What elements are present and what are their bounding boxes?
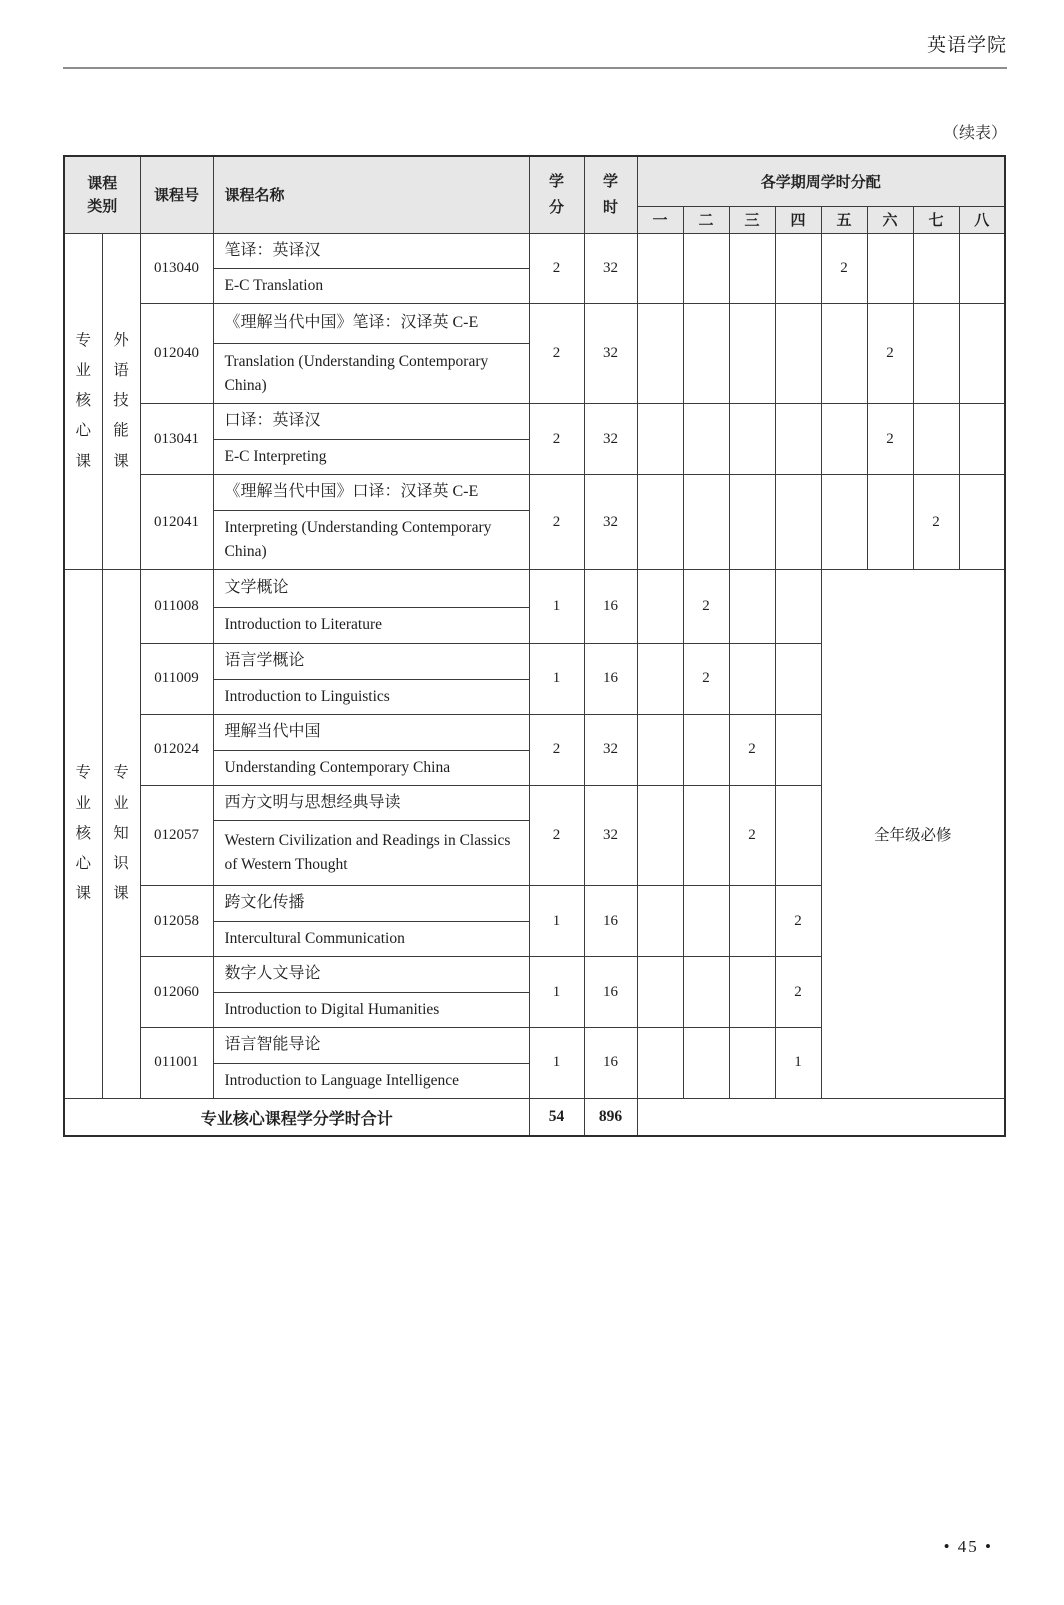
semester-cell: 2: [867, 304, 913, 404]
semester-cell: 2: [867, 404, 913, 475]
semester-cell: [867, 475, 913, 570]
course-name-zh-cell: 语言智能导论: [213, 1028, 529, 1064]
semester-cell: [775, 714, 821, 785]
credits-cell: 2: [529, 475, 584, 570]
semester-cell: [775, 304, 821, 404]
semester-cell: [775, 569, 821, 643]
course-name-en-cell: Interpreting (Understanding Contemporary China): [213, 510, 529, 569]
hours-cell: 32: [584, 785, 637, 886]
header-semester-8: 八: [959, 206, 1005, 233]
course-row: [64, 404, 1005, 440]
total-hours-cell: 896: [584, 1098, 637, 1136]
course-name-en-cell: Introduction to Linguistics: [213, 679, 529, 714]
semester-cell: [729, 475, 775, 570]
course-no-cell: 011009: [140, 643, 213, 714]
semester-cell: [637, 304, 683, 404]
semester-cell: 2: [775, 886, 821, 957]
header-semester-7: 七: [913, 206, 959, 233]
hours-cell: 32: [584, 233, 637, 304]
course-name-en-cell: Introduction to Literature: [213, 607, 529, 643]
semester-cell: [683, 957, 729, 1028]
course-no-cell: 013041: [140, 404, 213, 475]
semester-cell: [913, 304, 959, 404]
semester-cell: [683, 304, 729, 404]
hours-cell: 16: [584, 957, 637, 1028]
header-semester-5: 五: [821, 206, 867, 233]
hours-cell: 16: [584, 1028, 637, 1099]
hours-cell: 32: [584, 475, 637, 570]
category-outer-cell: 专业核心课: [64, 233, 102, 569]
continuation-note: （续表）: [942, 125, 1007, 142]
curriculum-table: [63, 155, 1006, 1137]
header-semester-1: 一: [637, 206, 683, 233]
semester-cell: [683, 404, 729, 475]
course-no-cell: 011008: [140, 569, 213, 643]
course-name-zh-cell: 《理解当代中国》笔译：汉译英 C-E: [213, 304, 529, 344]
course-name-zh-cell: 西方文明与思想经典导读: [213, 785, 529, 821]
header-semester-4: 四: [775, 206, 821, 233]
semester-cell: [637, 1028, 683, 1099]
semester-cell: 2: [729, 785, 775, 886]
semester-cell: [821, 304, 867, 404]
course-name-en-cell: E-C Translation: [213, 269, 529, 304]
semester-cell: [913, 404, 959, 475]
semester-cell: [729, 957, 775, 1028]
semester-cell: [775, 233, 821, 304]
semester-cell: 2: [913, 475, 959, 570]
hours-cell: 16: [584, 643, 637, 714]
semester-cell: [729, 886, 775, 957]
course-no-cell: 012058: [140, 886, 213, 957]
credits-cell: 2: [529, 304, 584, 404]
course-name-zh-cell: 理解当代中国: [213, 714, 529, 750]
semester-cell: [637, 233, 683, 304]
hours-cell: 32: [584, 714, 637, 785]
semester-cell: [729, 233, 775, 304]
course-name-en-cell: Understanding Contemporary China: [213, 750, 529, 785]
page-number: • 45 •: [943, 1537, 993, 1556]
course-name-en-cell: Introduction to Language Intelligence: [213, 1063, 529, 1098]
hours-cell: 16: [584, 569, 637, 643]
semester-cell: 2: [775, 957, 821, 1028]
semester-cell: [683, 886, 729, 957]
hours-cell: 32: [584, 304, 637, 404]
total-label-cell: 专业核心课程学分学时合计: [64, 1098, 529, 1136]
course-row: [64, 304, 1005, 344]
semester-cell: [729, 569, 775, 643]
credits-cell: 1: [529, 643, 584, 714]
semester-cell: [683, 785, 729, 886]
semester-cell: 2: [729, 714, 775, 785]
required-note-cell: 全年级必修: [821, 569, 1005, 1098]
course-row: [64, 233, 1005, 269]
semester-cell: 1: [775, 1028, 821, 1099]
credits-cell: 1: [529, 886, 584, 957]
semester-cell: [637, 569, 683, 643]
semester-cell: [867, 233, 913, 304]
course-name-zh-cell: 跨文化传播: [213, 886, 529, 922]
course-name-en-cell: Introduction to Digital Humanities: [213, 992, 529, 1027]
semester-cell: [637, 475, 683, 570]
course-name-en-cell: Western Civilization and Readings in Classics of Western Thought: [213, 821, 529, 886]
header-category: 课程类别: [64, 156, 140, 233]
semester-cell: [775, 475, 821, 570]
header-credits: 学分: [529, 156, 584, 233]
semester-cell: [637, 643, 683, 714]
semester-cell: [637, 957, 683, 1028]
semester-cell: [959, 304, 1005, 404]
course-no-cell: 011001: [140, 1028, 213, 1099]
semester-cell: [683, 1028, 729, 1099]
course-name-zh-cell: 《理解当代中国》口译：汉译英 C-E: [213, 475, 529, 511]
course-name-en-cell: Translation (Understanding Contemporary China): [213, 344, 529, 404]
semester-cell: [959, 475, 1005, 570]
semester-cell: [637, 886, 683, 957]
credits-cell: 1: [529, 1028, 584, 1099]
course-name-zh-cell: 语言学概论: [213, 643, 529, 679]
credits-cell: 1: [529, 957, 584, 1028]
course-no-cell: 012060: [140, 957, 213, 1028]
semester-cell: [683, 475, 729, 570]
category-outer-cell: 专业核心课: [64, 569, 102, 1098]
semester-cell: [959, 233, 1005, 304]
semester-cell: [637, 714, 683, 785]
course-no-cell: 012057: [140, 785, 213, 886]
credits-cell: 2: [529, 404, 584, 475]
course-name-en-cell: Intercultural Communication: [213, 922, 529, 957]
hours-cell: 32: [584, 404, 637, 475]
semester-cell: [637, 785, 683, 886]
semester-cell: [959, 404, 1005, 475]
course-name-zh-cell: 口译：英译汉: [213, 404, 529, 440]
college-name: 英语学院: [63, 30, 1007, 69]
category-inner-cell: 专业知识课: [102, 569, 140, 1098]
header-course-name: 课程名称: [213, 156, 529, 233]
header-hours: 学时: [584, 156, 637, 233]
semester-cell: [775, 785, 821, 886]
semester-cell: [775, 643, 821, 714]
total-row: [64, 1098, 1005, 1136]
header-semester-6: 六: [867, 206, 913, 233]
hours-cell: 16: [584, 886, 637, 957]
semester-cell: [729, 404, 775, 475]
course-no-cell: 012040: [140, 304, 213, 404]
course-name-zh-cell: 笔译：英译汉: [213, 233, 529, 269]
course-name-zh-cell: 数字人文导论: [213, 957, 529, 993]
header-semester-group: 各学期周学时分配: [637, 156, 1005, 206]
semester-cell: 2: [821, 233, 867, 304]
total-semester-cell: [637, 1098, 1005, 1136]
header-course-no: 课程号: [140, 156, 213, 233]
semester-cell: [637, 404, 683, 475]
course-no-cell: 013040: [140, 233, 213, 304]
semester-cell: [913, 233, 959, 304]
semester-cell: 2: [683, 569, 729, 643]
course-no-cell: 012041: [140, 475, 213, 570]
course-name-en-cell: E-C Interpreting: [213, 440, 529, 475]
credits-cell: 2: [529, 714, 584, 785]
credits-cell: 1: [529, 569, 584, 643]
semester-cell: [821, 404, 867, 475]
header-semester-3: 三: [729, 206, 775, 233]
semester-cell: [775, 404, 821, 475]
semester-cell: [729, 1028, 775, 1099]
course-row: [64, 569, 1005, 607]
credits-cell: 2: [529, 233, 584, 304]
credits-cell: 2: [529, 785, 584, 886]
semester-cell: [729, 304, 775, 404]
total-credits-cell: 54: [529, 1098, 584, 1136]
category-inner-cell: 外语技能课: [102, 233, 140, 569]
semester-cell: 2: [683, 643, 729, 714]
semester-cell: [683, 714, 729, 785]
course-row: [64, 475, 1005, 511]
semester-cell: [729, 643, 775, 714]
header-semester-2: 二: [683, 206, 729, 233]
course-no-cell: 012024: [140, 714, 213, 785]
semester-cell: [821, 475, 867, 570]
course-name-zh-cell: 文学概论: [213, 569, 529, 607]
semester-cell: [683, 233, 729, 304]
